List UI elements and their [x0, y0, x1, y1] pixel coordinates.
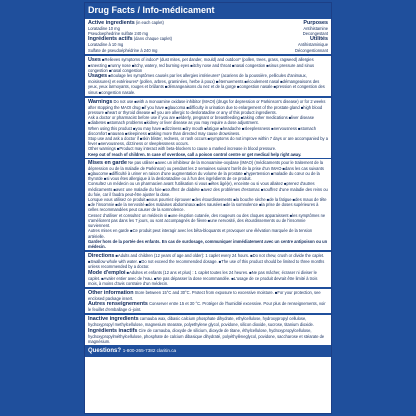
- uses-heading: Uses: [88, 56, 101, 63]
- questions-bar: [85, 345, 331, 357]
- active-fr-row: Loratadine à 10 mg Antihistaminique: [88, 42, 328, 48]
- inactive-text: carnauba wax, dibasic calcium phosphate dihydrate, ethylcellulose, hydroxypropyl cellulose, hydroxypropyl methylcellulose, magnesium stearate, polyethylene glycol, povidone, silicon dioxide, sucrose, titanium dioxide.: [88, 316, 314, 328]
- utilites-heading: Utilités: [310, 36, 328, 43]
- panel-title: Drug Facts / Info-médicament: [85, 3, 331, 17]
- active-row: Pseudoephedrine sulfate 240 mg Decongestant: [88, 31, 328, 37]
- active-fr-row: Sulfate de pseudoéphédrine à 240 mg Décongestionnant: [88, 47, 328, 53]
- drug-facts-panel: [84, 2, 332, 414]
- usages-text: ■Soulage les symptômes causés par les allergies intérieures* (acariens de la poussière, pellicules d'animaux, moisissures) et extérieures* (pollen, arbres, graminées, herbe à poux) ■éternuements ■écoulement nasal ■démangeaisons des yeux, yeux larmoyants, rouges et brûlants ■démangeaisons du nez et de la gorge ■congestion nasale ■pression et congestion des sinus ■congestion nasale.: [88, 73, 325, 95]
- other-info-section: [85, 287, 331, 313]
- mises-heading: Mises en garde: [88, 159, 127, 166]
- directions-text: ■Adults and children (12 years of age and older): 1 caplet every 24 hours. ■Do not chew, crush or divide the caplet. ■Swallow whole with water. ■Do not exceed the recommended dosage. ■The use of this product should be limited to three months unless recommended by a doctor.: [88, 253, 325, 270]
- warnings-ask-doctor: Ask a doctor or pharmacist before use if you are ■elderly, pregnant or breastfeeding ■taking other medications ■liver disease ■diabetes ■stomach problems ■kidney or liver disease as you may require a dose adjustment.: [88, 115, 315, 126]
- mises-en-garde-section: [85, 158, 331, 250]
- uses-text: ■Relieves symptoms of indoor* (dust mites, pet dander, mould) and outdoor* (pollen, trees, grass, ragweed) allergies ■sneezing ■runny nose ■itchy, watery, red burning eyes ■itchy nose and throat ■nasal congestion ■sinus pressure and sinus congestion ■nasal congestion: [88, 56, 315, 74]
- directions-section: [85, 250, 331, 287]
- warnings-keep-out: Keep out of reach of children. In case of overdose, call a poison control centre or get medical help right away.: [88, 151, 302, 157]
- active-fr-note: (dans chaque caplet): [133, 36, 173, 42]
- usages-heading: Usages: [88, 73, 108, 80]
- warnings-stop-use: Stop use and ask a doctor if ■skin blister, redness, or rash occurs ■symptoms do not improve within 7 days or are accompanied by a fever ■nervousness, dizziness or sleeplessness occurs.: [88, 136, 328, 147]
- autres-renseignements-text: Conserver entre 15 et 30 °C. Protéger de l'humidité excessive. Pour plus de renseignements, voir le feuillet d'emballage ci-joint.: [88, 301, 326, 313]
- mises-cessez: Cessez d'utiliser et consultez un médecin si ■une éruption cutanée, des rougeurs ou des cloques apparaissent ■les symptômes ne s'améliorent pas dans les 7 jours, ou sont accompagnés de fièvre ■une nervosité, des étourdissements ou de l'insomnie surviennent.: [88, 212, 326, 229]
- uses-section: [85, 54, 331, 96]
- active-row: Loratadine 10 mg Antihistamine: [88, 26, 328, 31]
- mises-lorsque: Lorsque vous utilisez ce produit ■vous pourriez éprouver ■des étourdissements ■la bouche sèche ■de la fatigue ■des maux de tête ■de l'insomnie ■de la nervosité ■des malaises abdominaux ■des nausées ■de la somnolence ■la prise de doses supérieures à celles recommandées peut causer de la somnolence.: [88, 197, 327, 213]
- mises-garder: Garder hors de la portée des enfants. En cas de surdosage, communiquer immédiatement avec un centre antipoison ou un médecin.: [88, 238, 328, 249]
- warnings-other: Other warnings ■Product may interact with beta-blockers to cause a marked increase in blood pressure.: [88, 146, 277, 152]
- directions-heading: Directions: [88, 253, 115, 260]
- active-heading-note: (in each caplet): [135, 20, 164, 25]
- other-info-text: Store between 15°C and 30°C. Protect from exposure to excessive moisture. ■For your protection, see enclosed package insert.: [88, 289, 321, 301]
- warnings-heading: Warnings: [88, 98, 113, 105]
- inactifs-text: Cire de carnauba, dioxyde de silicium, dioxyde de titane, éthylcellulose, hydroxypropylcellulose, hydroxypropylméthylcellulose, phosphate de calcium dibasique dihydraté, polyéthylèneglycol, povidone, saccharose et stéarate de magnésium.: [88, 327, 325, 344]
- questions-phone: 1-800-265-7382 claritin.ca: [122, 347, 177, 353]
- warnings-when-using: When using this product ■you may have ■dizziness ■dry mouth ■fatigue ■headache ■sleeplessness ■nervousness ■stomach discomfort ■nausea ■sleepiness ■taking more than directed may cause drowsiness.: [88, 125, 316, 136]
- other-info-heading: Other information: [88, 289, 134, 296]
- active-heading: Active ingredients: [88, 20, 135, 26]
- mises-consultez: Consultez un médecin ou un pharmacien avant l'utilisation si vous ■êtes âgé(e), enceinte ou si vous allaitez ■prenez d'autres médicaments ■avez une maladie du foie ■souffrez de diabète ■avez des problèmes d'estomac ■souffrez d'une maladie des reins ou du foie, car il faudra peut-être ajuster la dose.: [88, 181, 328, 197]
- warnings-section: [85, 96, 331, 158]
- questions-label: Questions?: [88, 347, 122, 354]
- active-fr-heading: Ingrédients actifs: [88, 36, 133, 43]
- active-ingredients-section: [85, 17, 331, 54]
- mode-emploi-heading: Mode d'emploi: [88, 269, 126, 276]
- inactive-heading: Inactive ingredients: [88, 316, 139, 323]
- inactifs-heading: Ingrédients inactifs: [88, 327, 138, 334]
- mises-text: Ne pas utiliser ■avec un inhibiteur de la monoamine-oxydase (IMAO) (médicaments pour le traitement de la dépression ou de la maladie de Parkinson) ou pendant les 2 semaines suivant l'arrêt de la prise d'un IMAO ■dans les cas suivants ■glaucome ■difficulté à uriner en raison d'une augmentation du volume de la prostate ■hypertension ■maladie du cœur ou de la thyroïde ■si vous êtes allergique à la desloratadine ou à l'un des ingrédients de ce produit.: [88, 159, 324, 182]
- inactive-section: [85, 313, 331, 345]
- autres-renseignements-heading: Autres renseignements: [88, 301, 148, 308]
- purposes-heading: Purposes: [303, 20, 328, 26]
- warnings-text: Do not use ■with a monoamine oxidase inhibitor (MAOI) (drugs for depression or Parkinson's disease) or for 2 weeks after stopping the MAOI drug ■if you have ■glaucoma ■difficulty in urination due to enlargement of the prostate gland ■high blood pressure ■heart or thyroid disease ■if you are allergic to desloratadine or any of this product ingredients.: [88, 98, 326, 116]
- mode-emploi-text: ■Adultes et enfants (12 ans et plus) : 1 caplet toutes les 24 heures. ■Ne pas mâcher, écraser ni diviser le caplet. ■Avaler entier avec de l'eau. ■Ne pas dépasser la dose recommandée. ■L'usage de ce produit devrait être limité à trois mois, à moins d'avis contraire d'un médecin.: [88, 269, 318, 286]
- mises-autres: Autres mises en garde ■Ce produit peut interagir avec les bêta-bloquants et provoquer une élévation marquée de la tension artérielle.: [88, 228, 313, 239]
